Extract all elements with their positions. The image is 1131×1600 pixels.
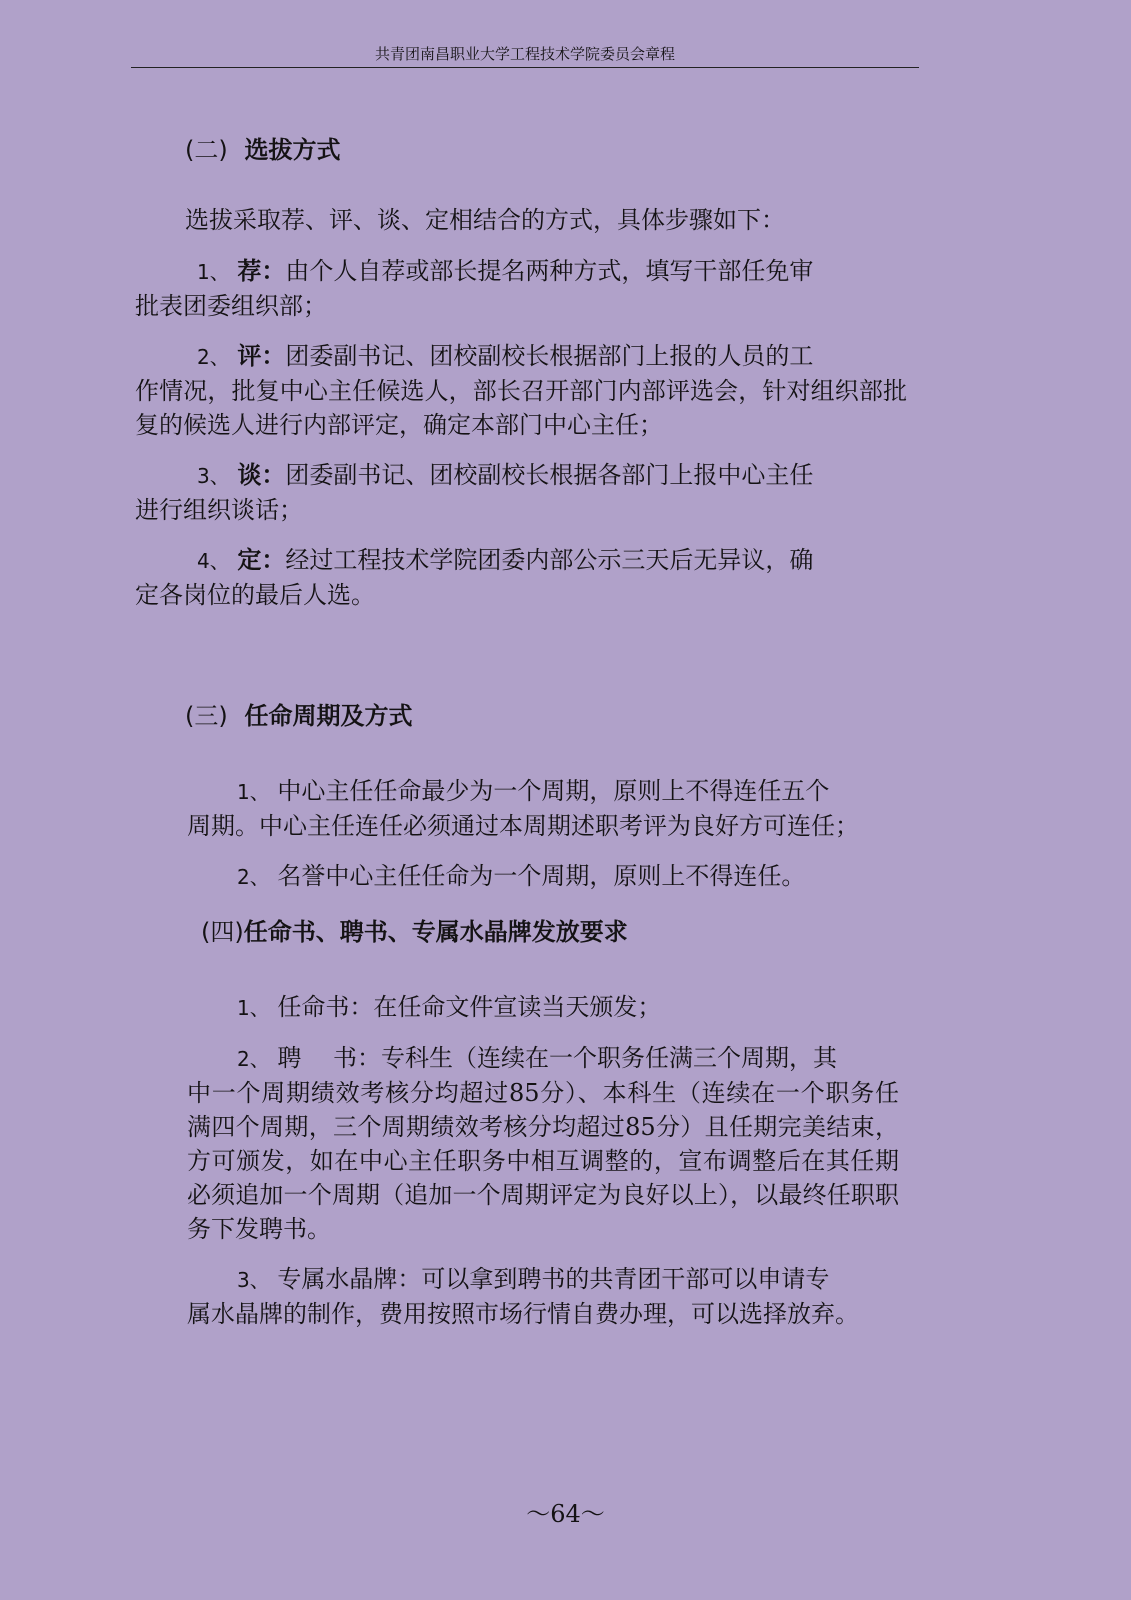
item-text: 团委副书记、团校副校长根据各部门上报中心主任 bbox=[285, 461, 814, 489]
item-keyword: 定： bbox=[237, 545, 286, 574]
section-number: (二) bbox=[185, 136, 228, 164]
section-title: 选拔方式 bbox=[244, 136, 341, 164]
item-text: 中心主任任命最少为一个周期，原则上不得连任五个 bbox=[277, 777, 830, 805]
item-text-continued: 作情况，批复中心主任候选人，部长召开部门内部评选会，针对组织部批复的候选人进行内部评定，确定本部门中心主任； bbox=[135, 377, 907, 439]
item-text: 名誉中心主任任命为一个周期，原则上不得连任。 bbox=[277, 862, 806, 890]
list-item bbox=[135, 254, 907, 323]
running-header: 共青团南昌职业大学工程技术学院委员会章程 bbox=[374, 45, 675, 63]
item-number: 2、 bbox=[237, 1047, 270, 1071]
list-item bbox=[187, 990, 915, 1025]
item-text-continued: 定各岗位的最后人选。 bbox=[135, 581, 375, 609]
section-title: 任命书、聘书、专属水晶牌发放要求 bbox=[243, 918, 628, 946]
item-text-continued: 中一个周期绩效考核分均超过85分）、本科生（连续在一个职务任满四个周期，三个周期绩效考核分均超过85分）且任期完美结束，方可颁发，如在中心主任职务中相互调整的，宣布调整后在其任期必须追加一个周期（追加一个周期评定为良好以上），以最终任职职务下发聘书。 bbox=[187, 1079, 899, 1243]
item-number: 4、 bbox=[197, 549, 230, 573]
item-number: 2、 bbox=[237, 865, 270, 889]
item-keyword: 谈： bbox=[237, 460, 286, 489]
item-number: 1、 bbox=[237, 780, 270, 804]
list-item bbox=[135, 458, 907, 527]
list-item bbox=[187, 774, 915, 843]
item-text: 任命书：在任命文件宣读当天颁发； bbox=[277, 993, 662, 1021]
item-number: 3、 bbox=[237, 1268, 270, 1292]
item-text: 聘 书：专科生（连续在一个职务任满三个周期，其 bbox=[277, 1044, 838, 1072]
section-heading-certificates bbox=[201, 915, 628, 949]
item-text-continued: 属水晶牌的制作，费用按照市场行情自费办理，可以选择放弃。 bbox=[187, 1300, 859, 1328]
section-heading-appointment bbox=[185, 699, 412, 733]
section-title: 任命周期及方式 bbox=[244, 702, 413, 730]
item-number: 1、 bbox=[197, 260, 230, 284]
section-number: (三) bbox=[185, 702, 228, 730]
section-number: (四) bbox=[201, 918, 244, 946]
list-item bbox=[187, 1041, 899, 1246]
item-text: 团委副书记、团校副校长根据部门上报的人员的工 bbox=[285, 342, 814, 370]
item-text-continued: 批表团委组织部； bbox=[135, 292, 327, 320]
item-text-continued: 周期。中心主任连任必须通过本周期述职考评为良好方可连任； bbox=[187, 812, 859, 840]
list-item bbox=[187, 1262, 915, 1331]
item-number: 3、 bbox=[197, 464, 230, 488]
list-item bbox=[135, 339, 907, 442]
item-text: 专属水晶牌：可以拿到聘书的共青团干部可以申请专 bbox=[277, 1265, 830, 1293]
item-keyword: 荐： bbox=[237, 256, 286, 285]
item-number: 1、 bbox=[237, 996, 270, 1020]
item-number: 2、 bbox=[197, 345, 230, 369]
item-text: 经过工程技术学院团委内部公示三天后无异议，确 bbox=[285, 546, 814, 574]
selection-intro: 选拔采取荐、评、谈、定相结合的方式，具体步骤如下： bbox=[185, 206, 785, 234]
item-text: 由个人自荐或部长提名两种方式，填写干部任免审 bbox=[285, 257, 814, 285]
list-item bbox=[187, 859, 915, 894]
item-text-continued: 进行组织谈话； bbox=[135, 496, 303, 524]
list-item bbox=[135, 543, 907, 612]
header-divider bbox=[131, 67, 919, 68]
page-number: ～64～ bbox=[526, 1500, 605, 1528]
section-heading-selection bbox=[185, 133, 340, 167]
item-keyword: 评： bbox=[237, 341, 286, 370]
